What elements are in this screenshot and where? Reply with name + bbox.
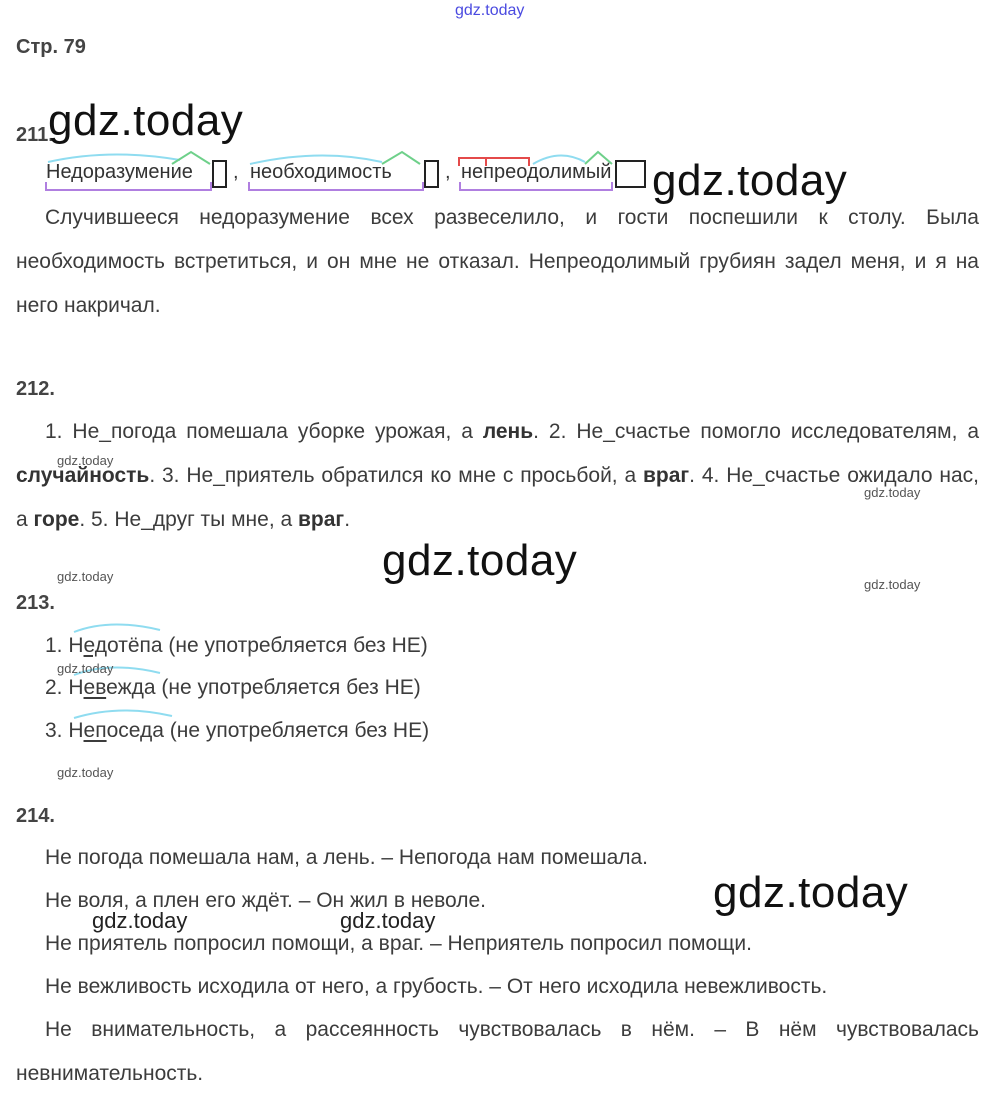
exercise-213-item-2: 2. Невежда (не употребляется без НЕ) [45, 676, 421, 699]
watermark-large: gdz.today [382, 536, 578, 585]
exercise-214-line-4: Не вежливость исходила от него, а грубость. – От него исходила невежливость. [45, 975, 828, 998]
watermark-small: gdz.today [864, 577, 921, 592]
top-watermark: gdz.today [455, 2, 525, 19]
watermark-large: gdz.today [48, 96, 244, 145]
exercise-212-text: 1. Не_погода помешала уборке урожая, а лень. 2. Не_счастье помогло исследователям, а случайность. 3. Не_приятель обратился ко мне с просьбой, а враг. 4. Не_счастье ожидало нас, а горе. 5. Не_друг ты мне, а враг. [16, 420, 979, 531]
watermark-large: gdz.today [652, 156, 848, 205]
watermark-small: gdz.today [57, 453, 114, 468]
exercise-214-line-1: Не погода помешала нам, а лень. – Непогода нам помешала. [45, 846, 649, 869]
watermark-small: gdz.today [57, 661, 114, 676]
exercise-213-item-3: 3. Непоседа (не употребляется без НЕ) [45, 719, 430, 742]
word-3: непреодолимый [461, 161, 612, 183]
comma-2: , [445, 161, 451, 183]
watermark-medium: gdz.today [92, 908, 188, 933]
ending-box-1 [212, 160, 227, 188]
watermark-small: gdz.today [57, 569, 114, 584]
exercise-213-number: 213. [16, 592, 55, 614]
watermark-small: gdz.today [864, 485, 921, 500]
exercise-214-line-3: Не приятель попросил помощи, а враг. – Неприятель попросил помощи. [45, 932, 752, 955]
word-1: Недоразумение [46, 161, 193, 183]
page-label: Стр. 79 [16, 36, 86, 58]
watermark-large: gdz.today [713, 868, 909, 917]
watermark-small: gdz.today [57, 765, 114, 780]
word-2: необходимость [250, 161, 392, 183]
ending-box-3 [615, 160, 646, 188]
exercise-212-number: 212. [16, 378, 55, 400]
exercise-211-text: Случившееся недоразумение всех развеселило, и гости поспешили к столу. Была необходимость встретиться, и он мне не отказал. Непреодолимый грубиян задел меня, и я на него накричал. [16, 206, 979, 317]
ending-box-2 [424, 160, 439, 188]
comma-1: , [233, 161, 239, 183]
exercise-214-line-2: Не воля, а плен его ждёт. – Он жил в неволе. [45, 889, 487, 912]
watermark-medium: gdz.today [340, 908, 436, 933]
exercise-213-item-1: 1. Недотёпа (не употребляется без НЕ) [45, 634, 428, 657]
exercise-214-line-5: Не внимательность, а рассеянность чувствовалась в нём. – В нём чувствовалась невнимательность. [16, 1018, 979, 1085]
exercise-214-number: 214. [16, 805, 55, 827]
exercise-211-number: 211. [16, 124, 54, 146]
